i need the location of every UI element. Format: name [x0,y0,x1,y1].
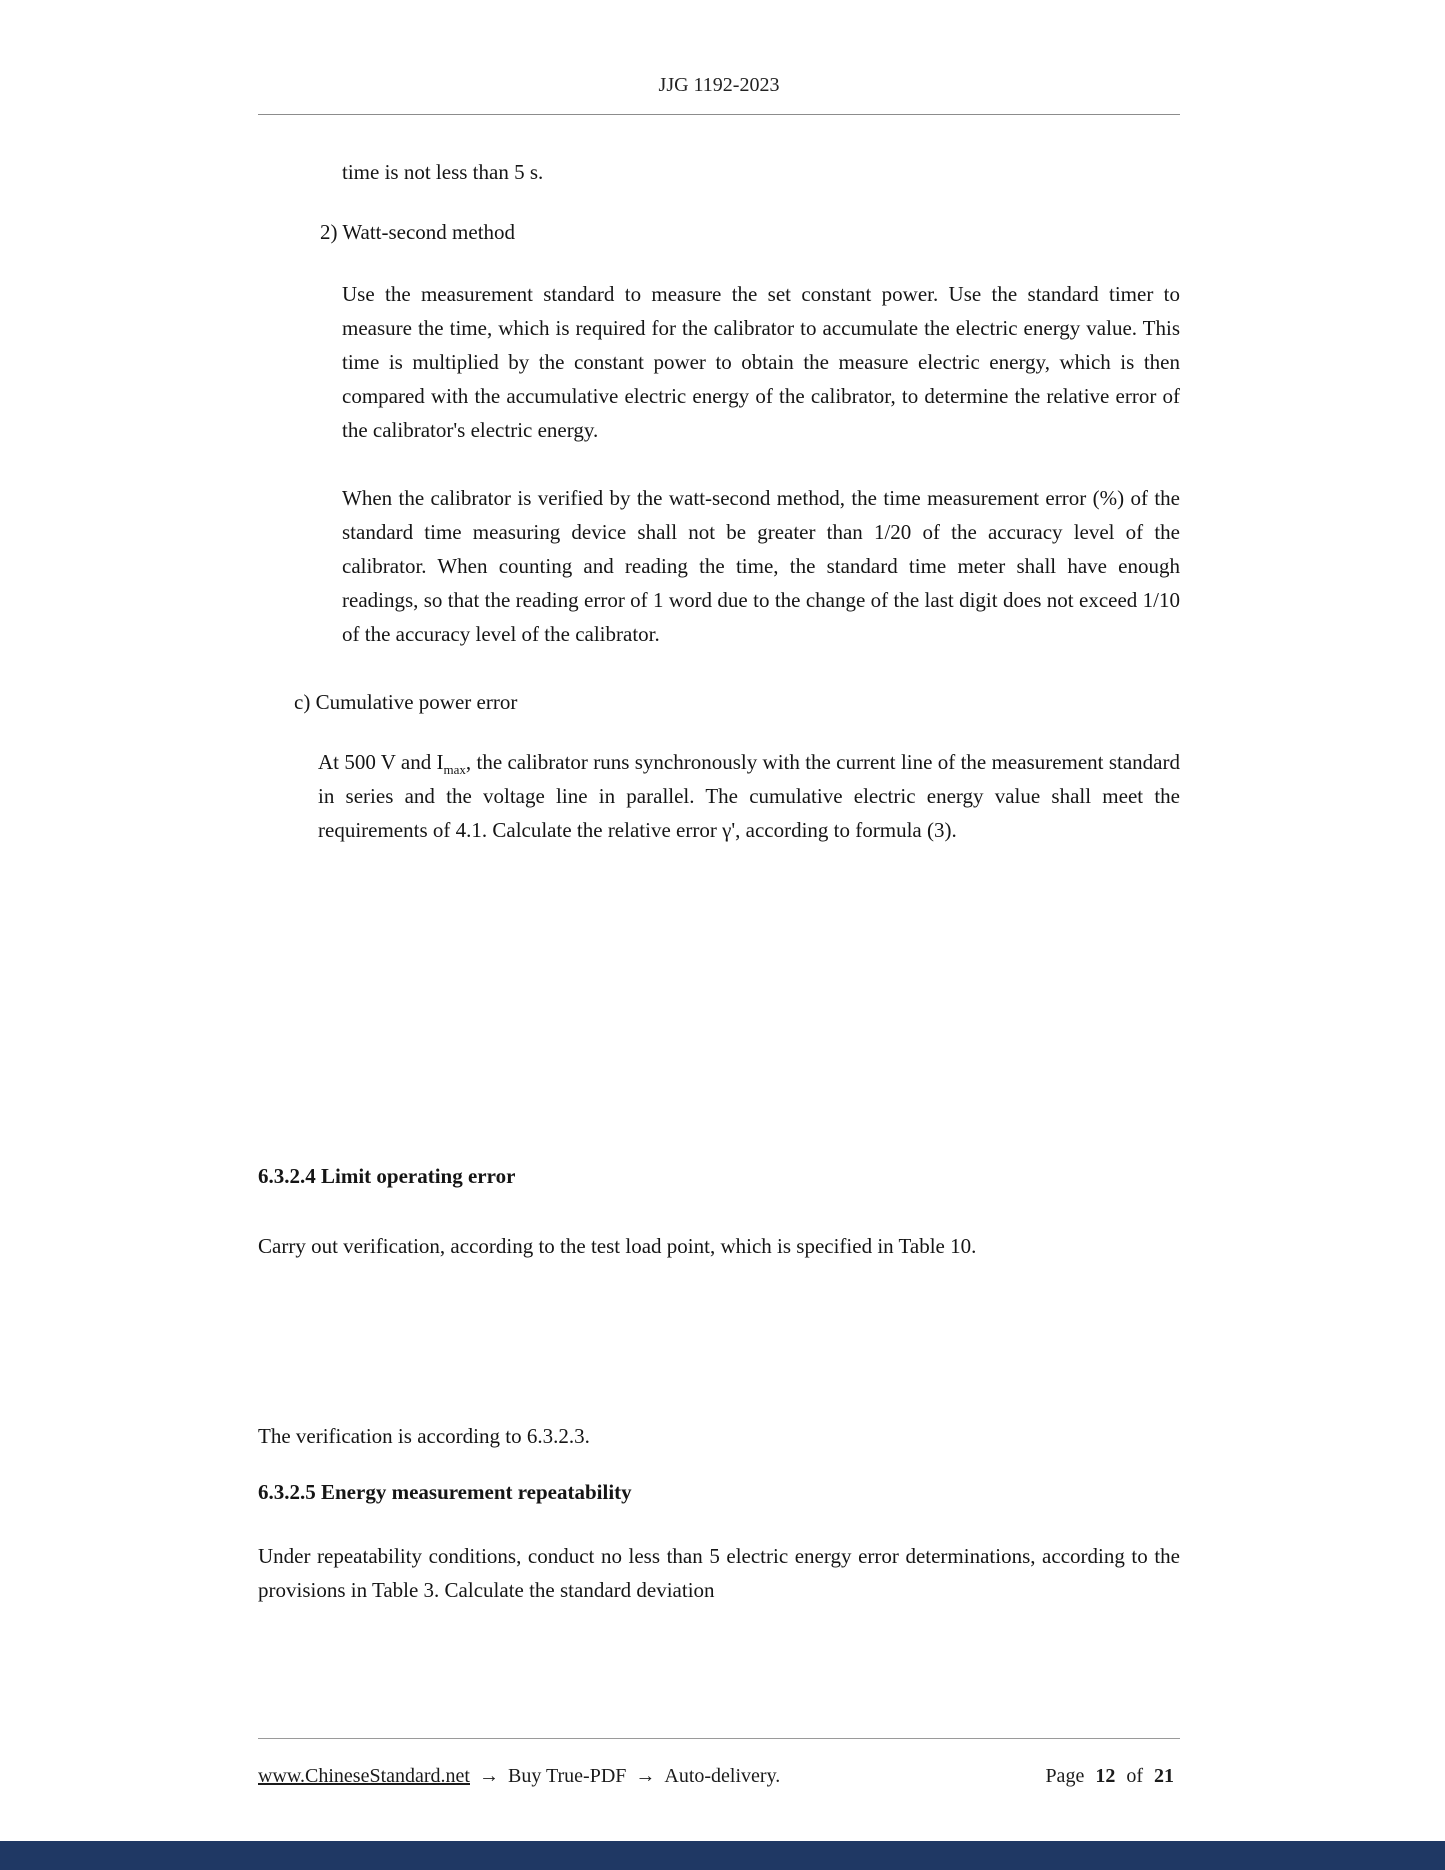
footer-left [258,1765,780,1788]
footer-page-label: Page [1045,1765,1085,1787]
paragraph-6-3-2-4: Carry out verification, according to the test load point, which is specified in Table 10. [258,1234,977,1258]
paragraph-cumulative-power [318,745,1180,847]
footer-page-indicator [1045,1765,1180,1788]
list-item-2-label: 2) Watt-second method [320,220,516,244]
footer-of-label: of [1126,1765,1143,1787]
header-divider [258,114,1180,115]
paragraph-intro-line: time is not less than 5 s. [342,160,544,184]
paragraph-watt-second-1: Use the measurement standard to measure the set constant power. Use the standard timer to measure the time, which is required for the calibrator to accumulate the electric energy value. This time is multiplied by the constant power to obtain the measure electric energy, which is then compared with the accumulative electric energy of the calibrator, to determine the relative error of the calibrator's electric energy. [342,282,1180,442]
paragraph-verification: The verification is according to 6.3.2.3. [258,1424,590,1448]
footer-total-pages: 21 [1154,1765,1174,1787]
content-gap-2 [258,1263,1180,1419]
footer-website-link[interactable]: www.ChineseStandard.net [258,1765,470,1787]
page-content [258,0,1180,1607]
cumulative-text-pre: At 500 V and I [318,750,444,774]
paragraph-6-3-2-5: Under repeatability conditions, conduct no less than 5 electric energy error determinations, according to the provisions in Table 3. Calculate the standard deviation [258,1544,1180,1602]
bottom-accent-bar [0,1841,1445,1870]
paragraph-watt-second-2: When the calibrator is verified by the watt-second method, the time measurement error (%) of the standard time measuring device shall not be greater than 1/20 of the accuracy level of the calibrator. When counting and reading the time, the standard time meter shall have enough readings, so that the reading error of 1 word due to the change of the last digit does not exceed 1/10 of the accuracy level of the calibrator. [342,486,1180,646]
cumulative-text-post: , the calibrator runs synchronously with the current line of the measurement standard in series and the voltage line in parallel. The cumulative electric energy value shall meet the requirements of 4.1. Calculate the relative error γ', according to formula (3). [318,750,1180,842]
heading-6-3-2-5: 6.3.2.5 Energy measurement repeatability [258,1480,632,1504]
footer-buy-text: Buy True-PDF [508,1765,627,1787]
page-footer [258,1738,1180,1788]
arrow-right-icon: → [479,1765,499,1787]
footer-delivery-text: Auto-delivery. [664,1765,781,1787]
document-header-title: JJG 1192-2023 [658,74,780,96]
arrow-right-icon: → [635,1765,656,1787]
heading-6-3-2-4: 6.3.2.4 Limit operating error [258,1164,516,1188]
footer-page-number: 12 [1095,1765,1116,1787]
subscript-max: max [443,762,466,778]
list-item-c-label: c) Cumulative power error [294,690,518,714]
content-gap-1 [258,847,1180,1159]
